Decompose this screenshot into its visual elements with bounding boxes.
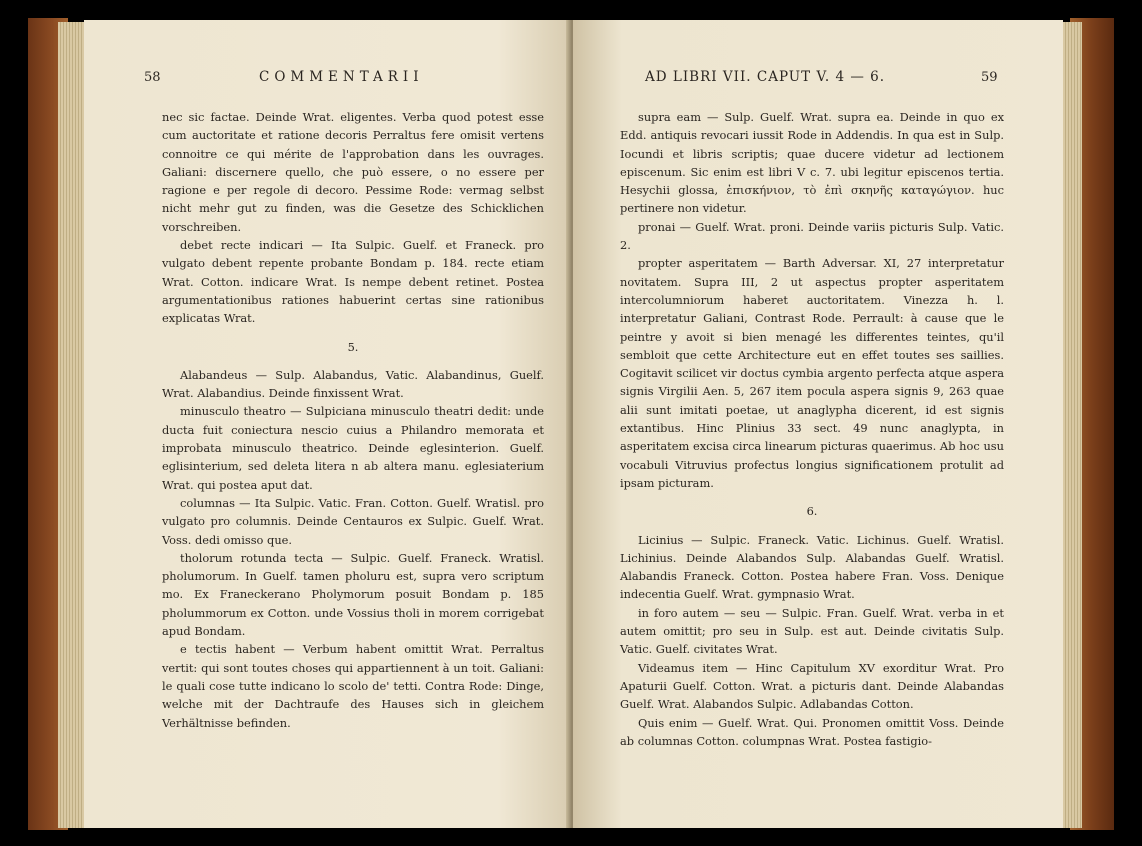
- section-number: 5.: [347, 339, 359, 354]
- paragraph: Alabandeus — Sulp. Alabandus, Vatic. Alabandinus, Guelf. Wrat. Alabandius. Deinde finxissent Wrat.: [162, 367, 544, 401]
- paragraph: columnas — Ita Sulpic. Vatic. Fran. Cotton. Guelf. Wratisl. pro vulgato pro columnis. Deinde Centauros ex Sulpic. Guelf. Wrat. Voss. dedi omisso que.: [162, 495, 544, 547]
- page-edges-left: [58, 22, 86, 828]
- paragraph: pronai — Guelf. Wrat. proni. Deinde variis picturis Sulp. Vatic. 2.: [620, 219, 1004, 253]
- right-page: [573, 20, 1063, 828]
- paragraph: minusculo theatro — Sulpiciana minusculo theatri dedit: unde ducta fuit coniectura nescio cuius a Philandro memorata et improbata minusculo theatrico. Deinde eglesinterion. Guelf. eglisinterium, sed deleta litera n ab altera manu. eglesiaterium Wrat. qui postea aput dat.: [162, 404, 544, 492]
- paragraph: Quis enim — Guelf. Wrat. Qui. Pronomen omittit Voss. Deinde ab columnas Cotton. columpnas Wrat. Postea fastigio-: [620, 715, 1004, 748]
- page-number: 58: [144, 70, 161, 85]
- page-edges-right: [1060, 22, 1082, 828]
- section-number: 6.: [806, 504, 818, 519]
- page-number: 59: [981, 70, 998, 85]
- paragraph: Videamus item — Hinc Capitulum XV exorditur Wrat. Pro Apaturii Guelf. Cotton. Wrat. a picturis dant. Deinde Alabandas Guelf. Wrat. Alabandos Sulpic. Adlabandas Cotton.: [620, 660, 1004, 712]
- running-head: COMMENTARII: [259, 69, 424, 85]
- text-block: [162, 108, 544, 732]
- paragraph: in foro autem — seu — Sulpic. Fran. Guelf. Wrat. verba in et autem omittit; pro seu in Sulp. est aut. Deinde civitatis Sulp. Vatic. Guelf. civitates Wrat.: [620, 605, 1004, 657]
- paragraph: debet recte indicari — Ita Sulpic. Guelf. et Franeck. pro vulgato debent repente probante Bondam p. 184. recte etiam Wrat. Cotton. indicare Wrat. Is nempe debent retinet. Postea argumentationibus rationes habuerint certas sine rationibus explicatas Wrat.: [162, 238, 544, 326]
- paragraph: e tectis habent — Verbum habent omittit Wrat. Perraltus vertit: qui sont toutes choses qui appartiennent à un toit. Galiani: le quali cose tutte indicano lo scolo de' tetti. Contra Rode: Dinge, welche mit der Dachtraufe des Hauses sich in gleichem Verhältnisse befinden.: [162, 642, 544, 730]
- text-block: [620, 108, 1004, 750]
- paragraph: propter asperitatem — Barth Adversar. XI, 27 interpretatur novitatem. Supra III, 2 ut aspectus propter asperitatem intercolumniorum haberet auctoritatem. Vinezza h. l. interpretatur Galiani, Contrast Rode. Perrault: à cause que le peintre y avoit si bien menagé les differentes teintes, qu'il sembloit que cette Architecture eut en effet toutes ses saillies. Cogitavit scilicet vir doctus cymbia argento perfecta atque aspera signis Virgilii Aen. 5, 267 item pocula aspera signis 9, 263 quae alii sunt imitati poetae, ut anaglypha dicerent, id est signis extantibus. Hinc Plinius 33 sect. 49 nunc anaglypta, in asperitatem excisa circa linearum picturas quaerimus. Ab hoc usu vocabuli Vitruvius profectus longius significationem protulit ad ipsam picturam.: [620, 256, 1004, 490]
- running-head: AD LIBRI VII. CAPUT V. 4 — 6.: [645, 69, 885, 85]
- paragraph: Licinius — Sulpic. Franeck. Vatic. Lichinus. Guelf. Wratisl. Lichinius. Deinde Alabandos Sulp. Alabandas Guelf. Wratisl. Alabandis Franeck. Cotton. Postea habere Fran. Voss. Denique indecentia Guelf. Wrat. gympnasio Wrat.: [620, 532, 1004, 602]
- paragraph: tholorum rotunda tecta — Sulpic. Guelf. Franeck. Wratisl. pholumorum. In Guelf. tamen pholuru est, supra vero scriptum mo. Ex Franeckerano Pholymorum posuit Bondam p. 185 pholummorum ex Cotton. unde Vossius tholi in morem corrigebat apud Bondam.: [162, 550, 544, 639]
- paragraph: nec sic factae. Deinde Wrat. eligentes. Verba quod potest esse cum auctoritate et ratione decoris Perraltus fere omisit vertens connoitre ce qui mérite de l'approbation dans les ouvrages. Galiani: discernere quello, che può essere, o no essere per ragione e per regole di decoro. Pessime Rode: vermag selbst nicht mehr gut zu finden, was die Gesetze des Schicklichen vorschreiben.: [162, 110, 544, 234]
- left-page: [84, 20, 571, 828]
- paragraph: supra eam — Sulp. Guelf. Wrat. supra ea. Deinde in quo ex Edd. antiquis revocari iussit Rode in Addendis. In qua est in Sulp. Iocundi et libris scriptis; quae ducere videtur ad lectionem episcenum. Sic enim est libri V c. 7. ubi legitur episcenos tertia. Hesychii glossa, ἐπισκήνιον, τὸ ἐπὶ σκηνῆς καταγώγιον. huc pertinere non videtur.: [620, 110, 1004, 216]
